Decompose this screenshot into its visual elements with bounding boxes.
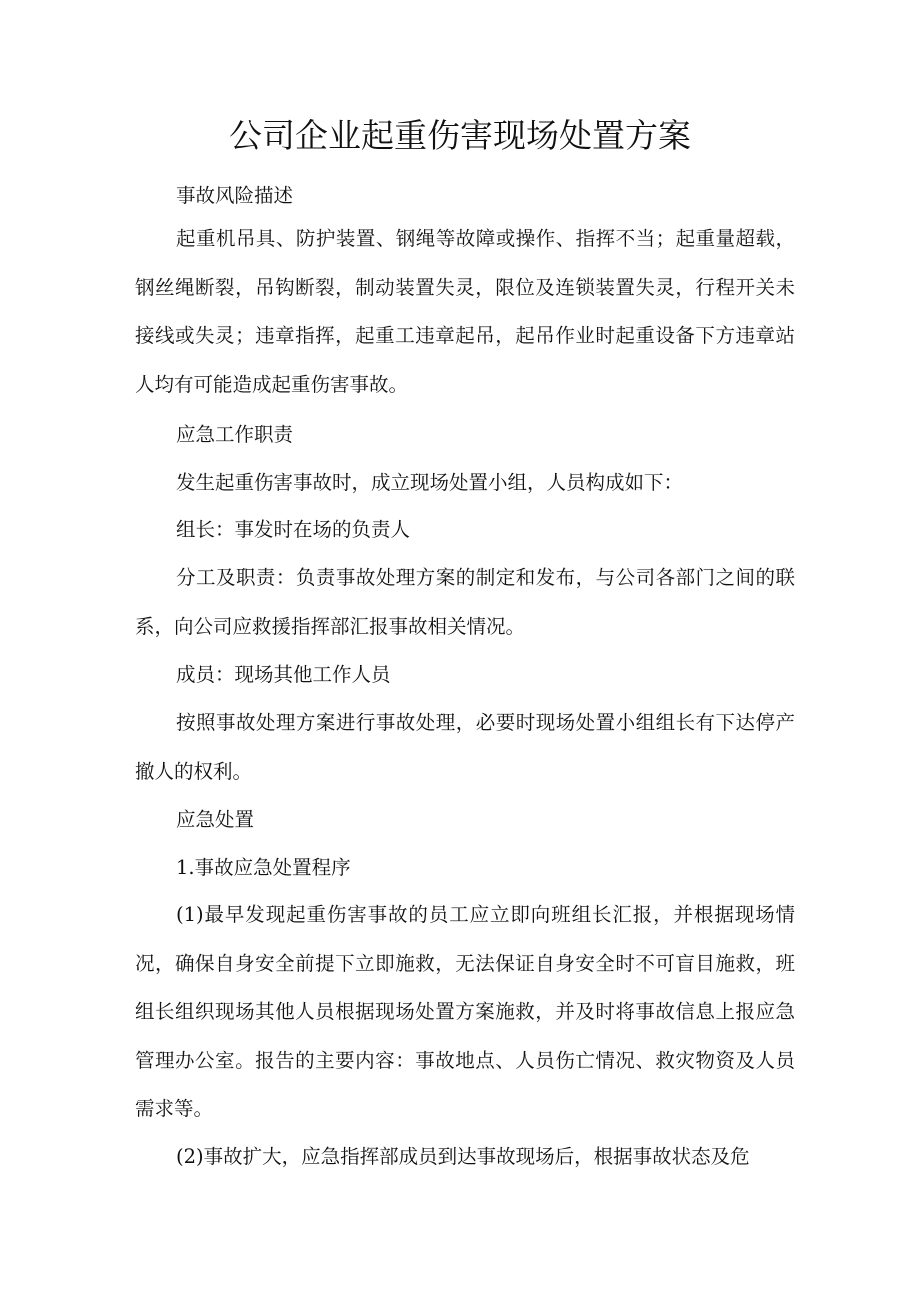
- paragraph-procedure-step-2: (2)事故扩大，应急指挥部成员到达事故现场后，根据事故状态及危: [176, 1145, 750, 1168]
- paragraph-procedure-step-1: (1)最早发现起重伤害事故的员工应立即向班组长汇报，并根据现场情况，确保自身安全前提下立即施救，无法保证自身安全时不可盲目施救，班组长组织现场其他人员根据现场处置方案施救，并及时将事故信息上报应急管理办公室。报告的主要内容：事故地点、人员伤亡情况、救灾物资及人员需求等。: [135, 903, 795, 1120]
- section-heading-response: 应急处置: [176, 808, 255, 831]
- section-heading-duties: 应急工作职责: [176, 423, 294, 446]
- paragraph-members: 成员：现场其他工作人员: [176, 663, 391, 686]
- paragraph-team-formation: 发生起重伤害事故时，成立现场处置小组，人员构成如下：: [176, 471, 684, 494]
- paragraph-risk-description: 起重机吊具、防护装置、钢绳等故障或操作、指挥不当；起重量超载，钢丝绳断裂，吊钩断裂，制动装置失灵，限位及连锁装置失灵，行程开关未接线或失灵；违章指挥，起重工违章起吊，起吊作业时起重设备下方违章站人均有可能造成起重伤害事故。: [135, 227, 795, 396]
- paragraph-team-leader: 组长：事发时在场的负责人: [176, 518, 411, 541]
- section-heading-risk: 事故风险描述: [176, 184, 294, 207]
- document-title: 公司企业起重伤害现场处置方案: [229, 116, 691, 155]
- subsection-heading-procedure: 1.事故应急处置程序: [176, 856, 351, 879]
- paragraph-member-duties: 按照事故处理方案进行事故处理，必要时现场处置小组组长有下达停产撤人的权利。: [135, 711, 795, 783]
- paragraph-leader-duties: 分工及职责：负责事故处理方案的制定和发布，与公司各部门之间的联系，向公司应救援指挥部汇报事故相关情况。: [135, 566, 795, 638]
